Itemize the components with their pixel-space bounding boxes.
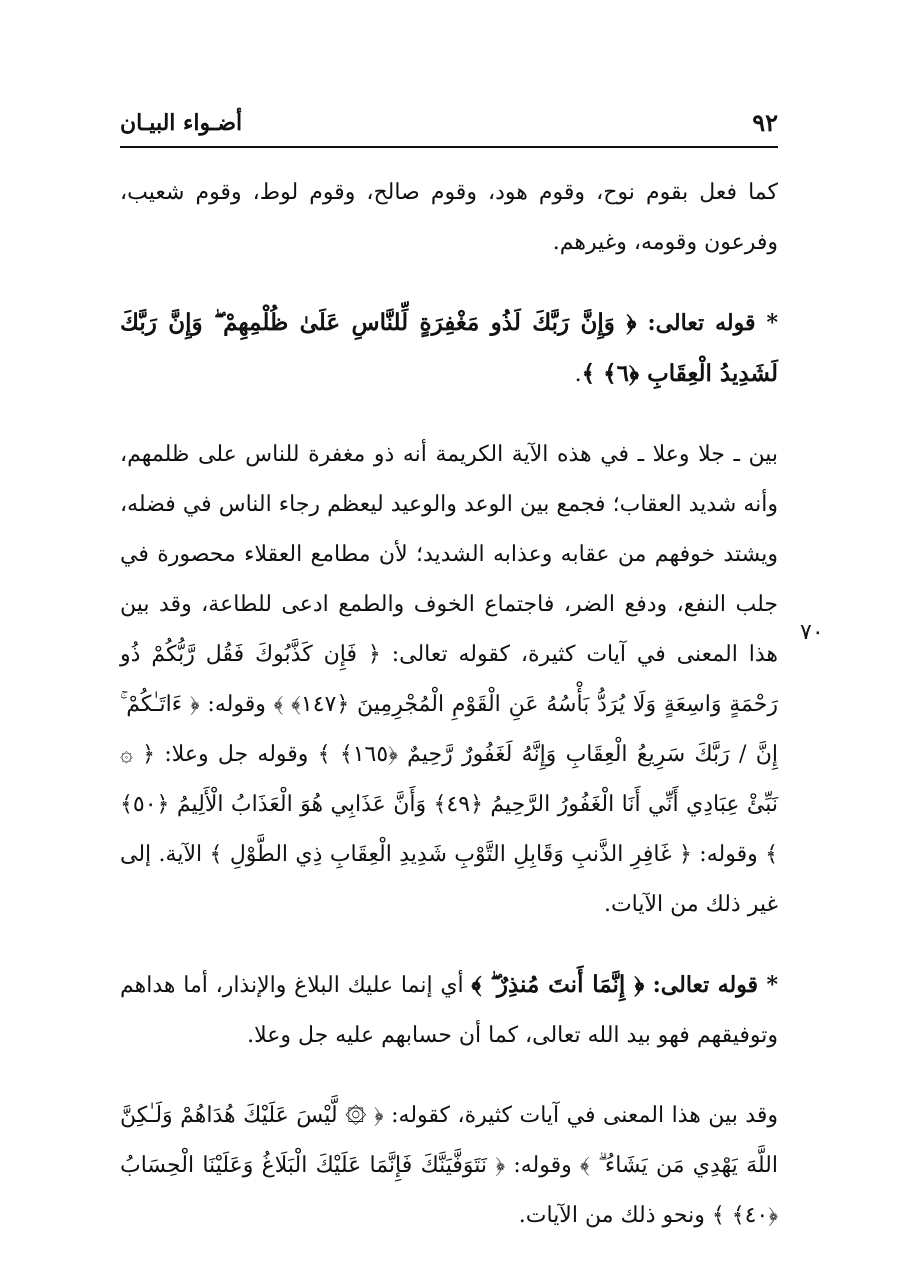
verse-lead: * قوله تعالى: [636,310,779,336]
book-title: أضـواء البيـان [120,110,243,136]
page-header [120,108,778,148]
verse-lead: * قوله تعالى: [644,972,778,998]
verse-tail: . [574,362,582,387]
paragraph-3: بين ـ جلا وعلا ـ في هذه الآية الكريمة أنه ذو مغفرة للناس على ظلمهم، وأنه شديد العقاب؛ فجمع بين الوعد والوعيد ليعظم رجاء الناس في فضله، ويشتد خوفهم من عقابه وعذابه الشديد؛ لأن مطامع العقلاء محصورة في جلب النفع، ودفع الضر، فاجتماع الخوف والطمع ادعى للطاعة، وقد بين هذا المعنى في آيات كثيرة، كقوله تعالى: ﴿ فَإِن كَذَّبُوكَ فَقُل رَّبُّكُمْ ذُو رَحْمَةٍ وَاسِعَةٍ وَلَا يُرَدُّ بَأْسُهُ عَنِ الْقَوْمِ الْمُجْرِمِينَ ﴿١٤٧﴾ ﴾ وقوله: ﴿ ءَاتَـٰكُمْ ۚ إِنَّ / رَبَّكَ سَرِيعُ الْعِقَابِ وَإِنَّهُ لَغَفُورٌ رَّحِيمٌ ﴿١٦٥﴾ ﴾ وقوله جل وعلا: ﴿ ۞ نَبِّئْ عِبَادِي أَنِّي أَنَا الْغَفُورُ الرَّحِيمُ ﴿٤٩﴾ وَأَنَّ عَذَابِي هُوَ الْعَذَابُ الْأَلِيمُ ﴿٥٠﴾ ﴾ وقوله: ﴿ غَافِرِ الذَّنبِ وَقَابِلِ التَّوْبِ شَدِيدِ الْعِقَابِ ذِي الطَّوْلِ ﴾ الآية. إلى غير ذلك من الآيات. [120,442,778,917]
margin-volume-page-number: ٧٠ [800,620,824,645]
paragraph-2-verse [120,298,778,400]
paragraph-5: وقد بين هذا المعنى في آيات كثيرة، كقوله: ﴿ ۞ لَّيْسَ عَلَيْكَ هُدَاهُمْ وَلَـٰكِنَّ اللَّهَ يَهْدِي مَن يَشَاءُ ۗ ﴾ وقوله: ﴿ نَتَوَفَّيَنَّكَ فَإِنَّمَا عَلَيْكَ الْبَلَاغُ وَعَلَيْنَا الْحِسَابُ ﴿٤٠﴾ ﴾ ونحو ذلك من الآيات. [120,1103,778,1228]
paragraph-4-verse [120,960,778,1061]
quran-verse: ﴿ إِنَّمَا أَنتَ مُنذِرٌ ۖ ﴾ [471,971,645,998]
page-number: ٩٢ [752,108,778,137]
paragraph-1: كما فعل بقوم نوح، وقوم هود، وقوم صالح، وقوم لوط، وقوم شعيب، وفرعون وقومه، وغيرهم. [120,180,778,255]
header-divider [120,146,778,148]
verse-tail: أي إنما عليك البلاغ والإنذار، أما هداهم وتوفيقهم فهو بيد الله تعالى، كما أن حسابهم عليه جل وعلا. [120,973,778,1048]
quran-verse: ﴿ وَإِنَّ رَبَّكَ لَذُو مَغْفِرَةٍ لِّلنَّاسِ عَلَىٰ ظُلْمِهِمْ ۖ وَإِنَّ رَبَّكَ لَشَدِيدُ الْعِقَابِ ﴿٦﴾ ﴾ [120,309,778,387]
page-body [120,168,778,1241]
